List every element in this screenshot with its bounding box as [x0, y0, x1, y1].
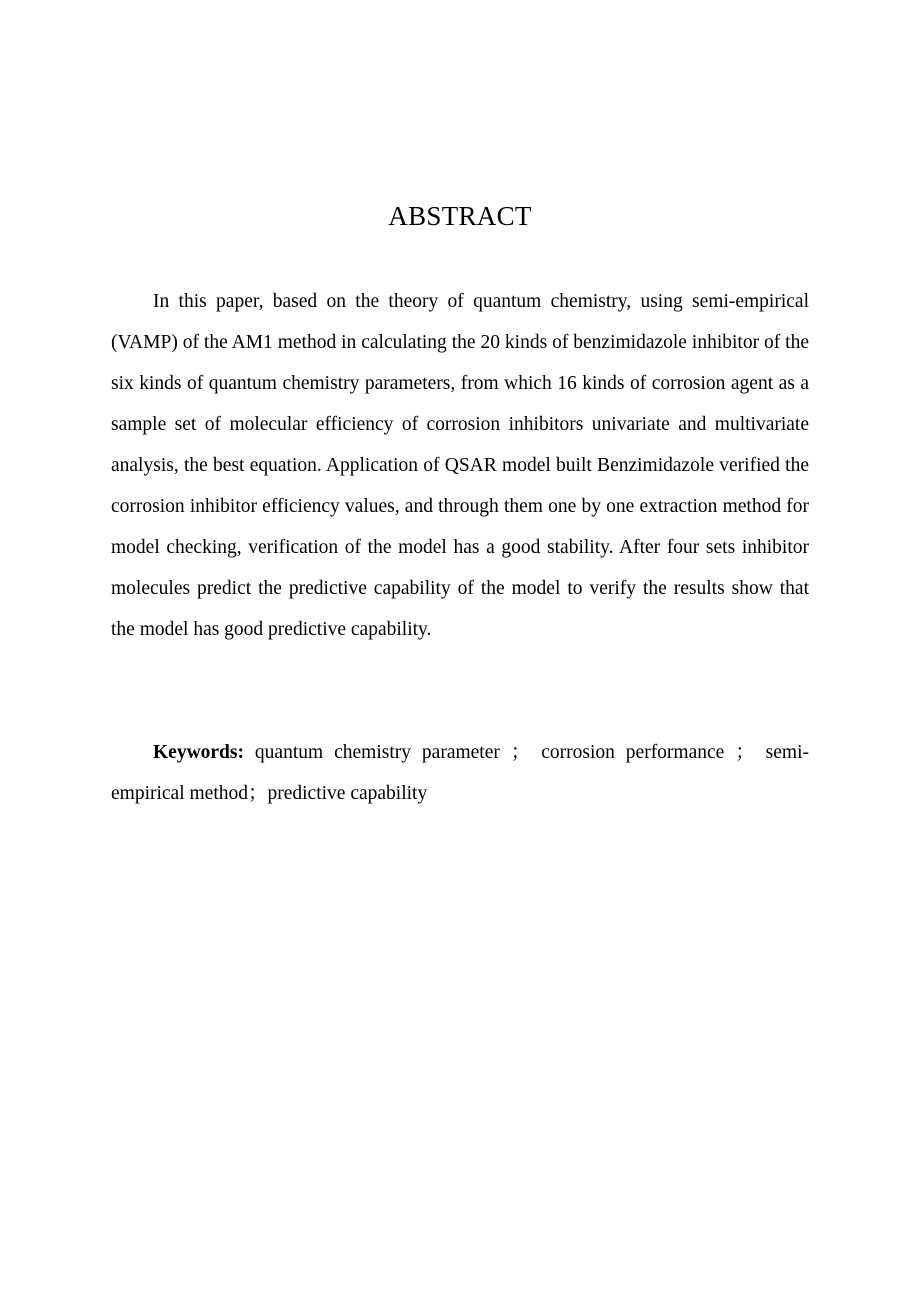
keywords-label: Keywords: [153, 742, 244, 763]
abstract-paragraph: In this paper, based on the theory of quantum chemistry, using semi-empirical (VAMP) of the AM1 method in calculating the 20 kinds of benzimidazole inhibitor of the six kinds of quantum chemistry parameters, from which 16 kinds of corrosion agent as a sample set of molecular efficiency of corrosion inhibitors univariate and multivariate analysis, the best equation. Application of QSAR model built Benzimidazole verified the corrosion inhibitor efficiency values, and through them one by one extraction method for model checking, verification of the model has a good stability. After four sets inhibitor molecules predict the predictive capability of the model to verify the results show that the model has good predictive capability. [111, 291, 809, 640]
keywords-text: quantum chemistry parameter ； corrosion performance ； semi-empirical method；predictive capability [111, 742, 809, 804]
keywords-paragraph [111, 732, 809, 814]
abstract-title: ABSTRACT [388, 201, 532, 231]
